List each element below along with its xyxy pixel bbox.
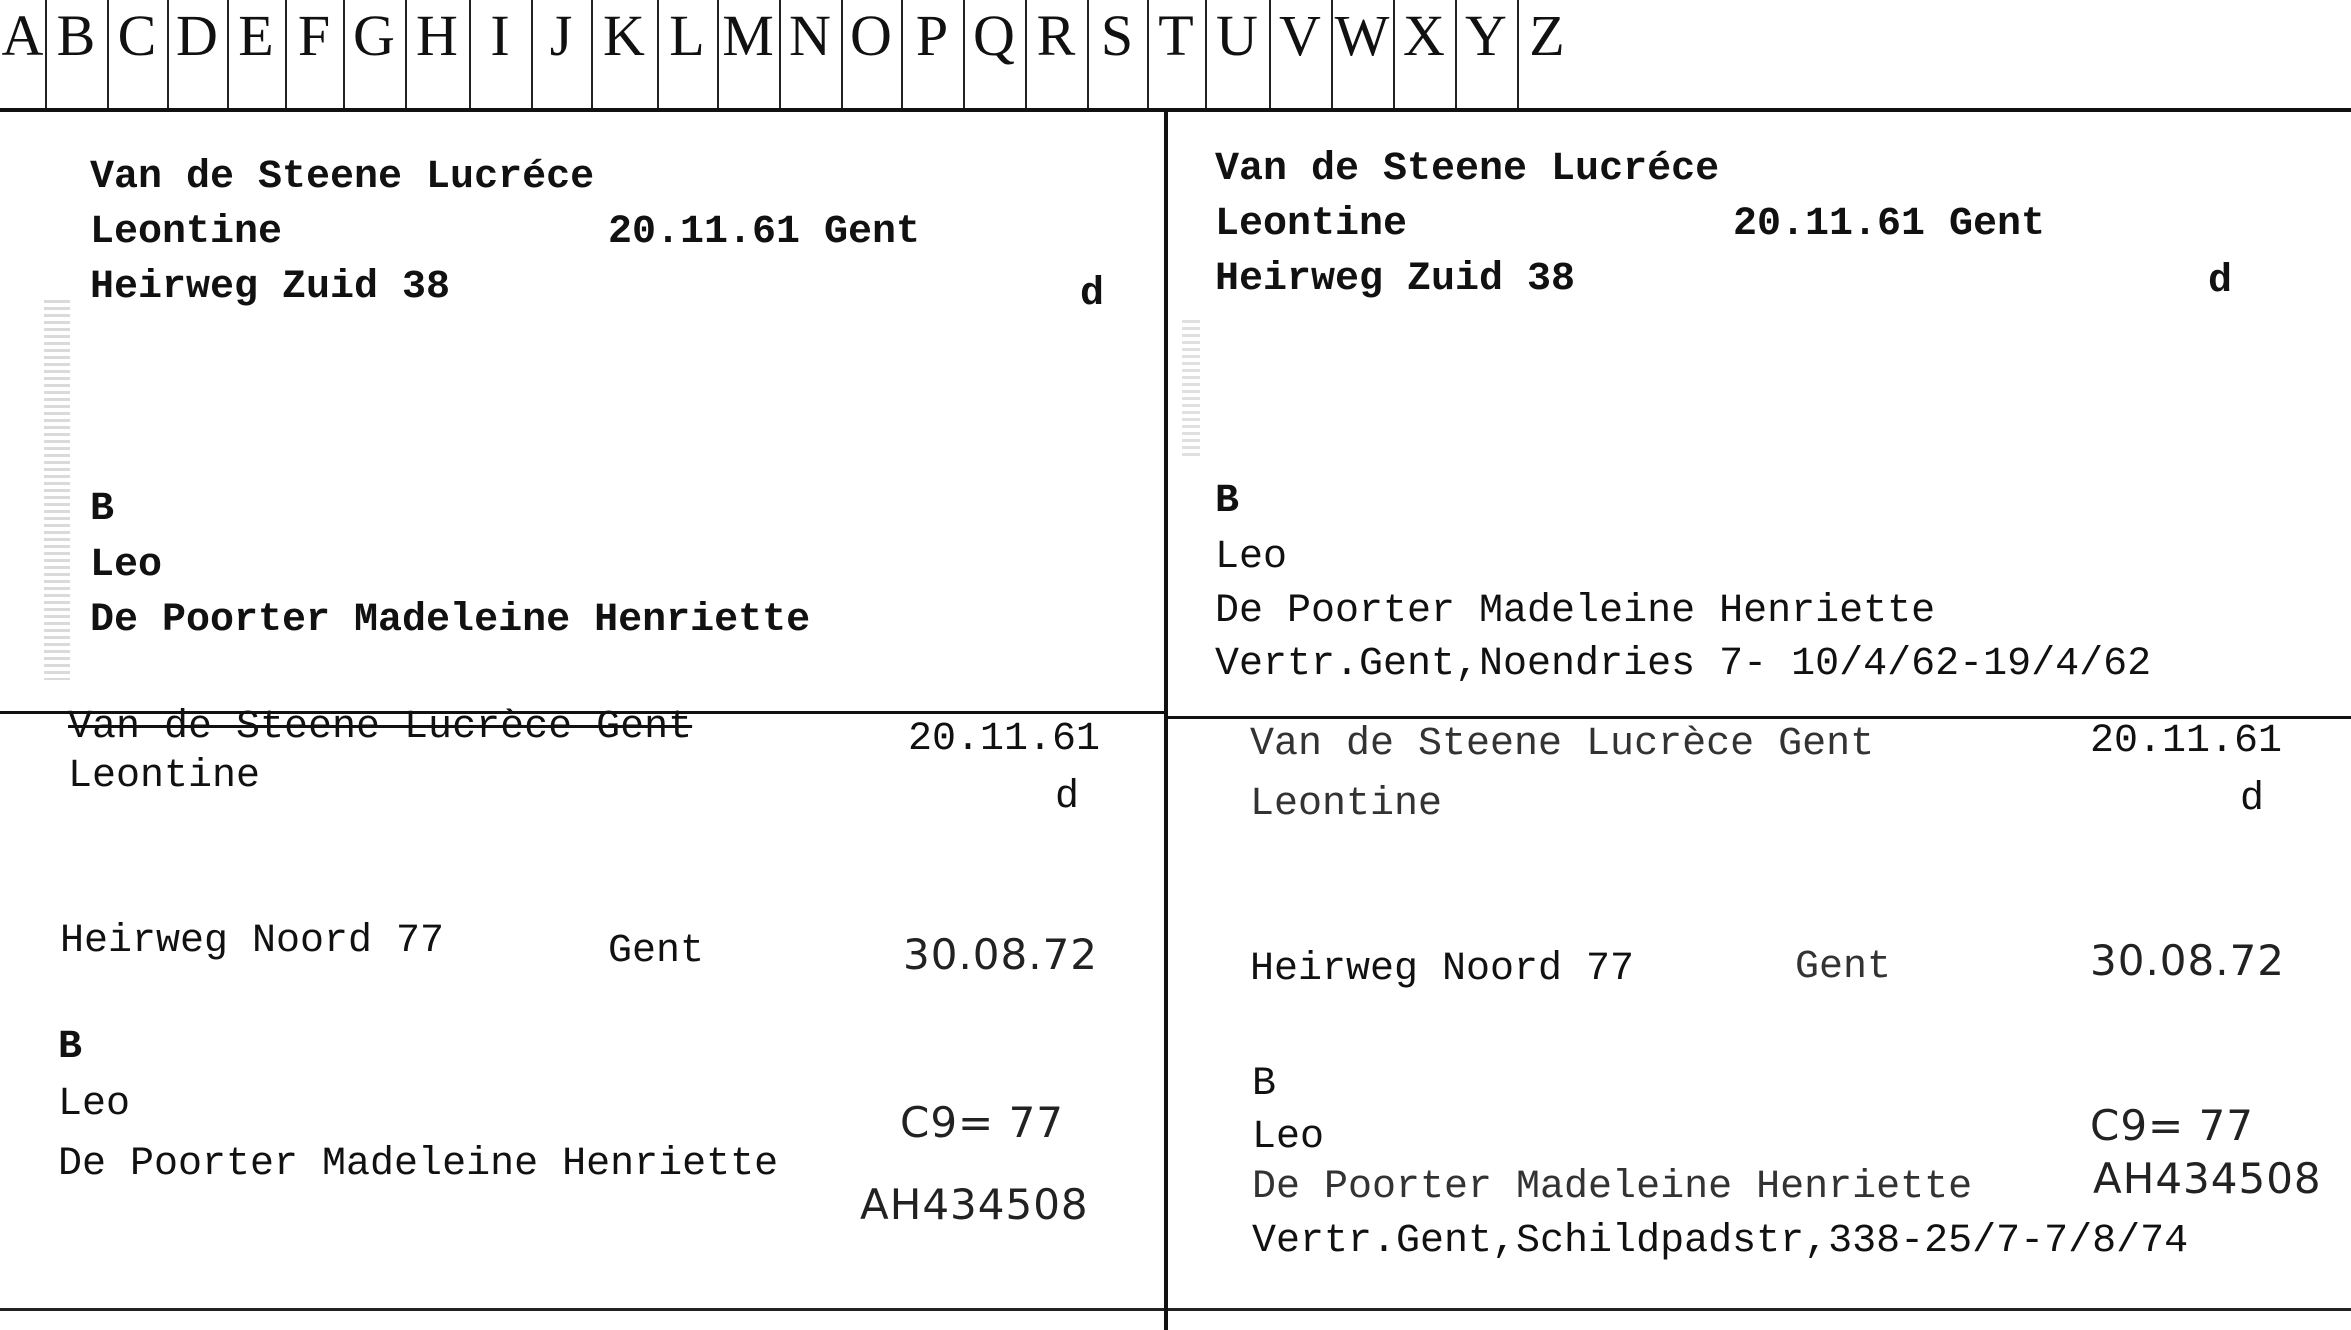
alpha-letter-x: X [1403,3,1445,68]
card-father: Leo [1252,1115,1325,1160]
card-mark: d [2240,777,2265,822]
card-name: Van de Steene Lucréce [90,155,595,200]
alpha-letter-a: A [1,3,44,68]
scan-smudge [44,300,70,680]
card-father: Leo [90,543,163,588]
alpha-letter-p: P [915,3,949,68]
card-first-name: Leontine [68,754,261,799]
card-address-date: 30.08.72 [903,930,1099,979]
bottom-left-rule [0,1308,1164,1311]
card-name: Van de Steene Lucrèce Gent [68,705,693,750]
card-id-number: AH434508 [860,1180,1089,1229]
card-name: Van de Steene Lucrèce Gent [1250,722,1875,767]
card-father: Leo [58,1082,131,1127]
alpha-letter-b: B [56,3,96,68]
alpha-letter-l: L [669,3,705,68]
card-city: Gent [608,929,705,974]
card-mother: De Poorter Madeleine Henriette [1215,589,1936,634]
card-address: Heirweg Noord 77 [1250,947,1635,992]
card-name: Van de Steene Lucréce [1215,147,1720,192]
card-first-name: Leontine [1250,782,1443,827]
alpha-letter-e: E [238,3,274,68]
alphabet-index-bar [0,0,2351,112]
card-nationality: B [58,1025,83,1070]
card-nationality: B [90,487,115,532]
alpha-letter-j: J [549,3,573,68]
card-departure: Vertr.Gent,Schildpadstr,338-25/7-7/8/74 [1252,1219,2189,1264]
alpha-letter-r: R [1036,3,1076,68]
card-address: Heirweg Zuid 38 [90,265,451,310]
alpha-letter-o: O [850,3,892,68]
center-divider [1164,112,1168,1330]
alpha-letter-c: C [117,3,157,68]
card-date: 20.11.61 [908,717,1101,762]
alpha-letter-i: I [490,3,510,68]
alpha-letter-g: G [353,3,395,68]
card-mark: d [1055,775,1080,820]
alpha-letter-v: V [1279,3,1321,68]
card-birth: 20.11.61 Gent [608,210,921,255]
alpha-letter-k: K [603,3,645,68]
card-birth: 20.11.61 Gent [1733,202,2046,247]
card-father: Leo [1215,535,1288,580]
alpha-letter-q: Q [973,3,1015,68]
alpha-letter-m: M [722,3,774,68]
card-departure: Vertr.Gent,Noendries 7- 10/4/62-19/4/62 [1215,642,2152,687]
card-address-date: 30.08.72 [2090,936,2286,985]
alpha-letter-h: H [416,3,458,68]
card-mark: d [2208,259,2233,304]
card-city: Gent [1795,945,1892,990]
card-address: Heirweg Zuid 38 [1215,257,1576,302]
card-nationality: B [1252,1062,1277,1107]
alpha-letter-f: F [297,3,331,68]
card-code: C9= 77 [900,1098,1065,1147]
card-mark: d [1080,272,1105,317]
card-mother: De Poorter Madeleine Henriette [1252,1165,1973,1210]
bottom-right-rule [1168,1308,2351,1311]
alpha-letter-s: S [1100,3,1134,68]
alpha-letter-d: D [176,3,218,68]
alpha-letter-n: N [789,3,831,68]
alpha-letter-w: W [1334,3,1390,68]
card-id-number: AH434508 [2093,1154,2322,1203]
alpha-letter-y: Y [1465,3,1507,68]
card-code: C9= 77 [2090,1101,2255,1150]
alpha-letter-t: T [1158,3,1194,68]
card-mother: De Poorter Madeleine Henriette [58,1142,779,1187]
scan-smudge [1182,320,1200,460]
card-date: 20.11.61 [2090,719,2283,764]
card-first-name: Leontine [1215,202,1408,247]
alpha-letter-z: Z [1529,3,1565,68]
card-first-name: Leontine [90,210,283,255]
card-address: Heirweg Noord 77 [60,919,445,964]
card-mother: De Poorter Madeleine Henriette [90,598,811,643]
card-nationality: B [1215,479,1240,524]
alpha-letter-u: U [1216,3,1258,68]
